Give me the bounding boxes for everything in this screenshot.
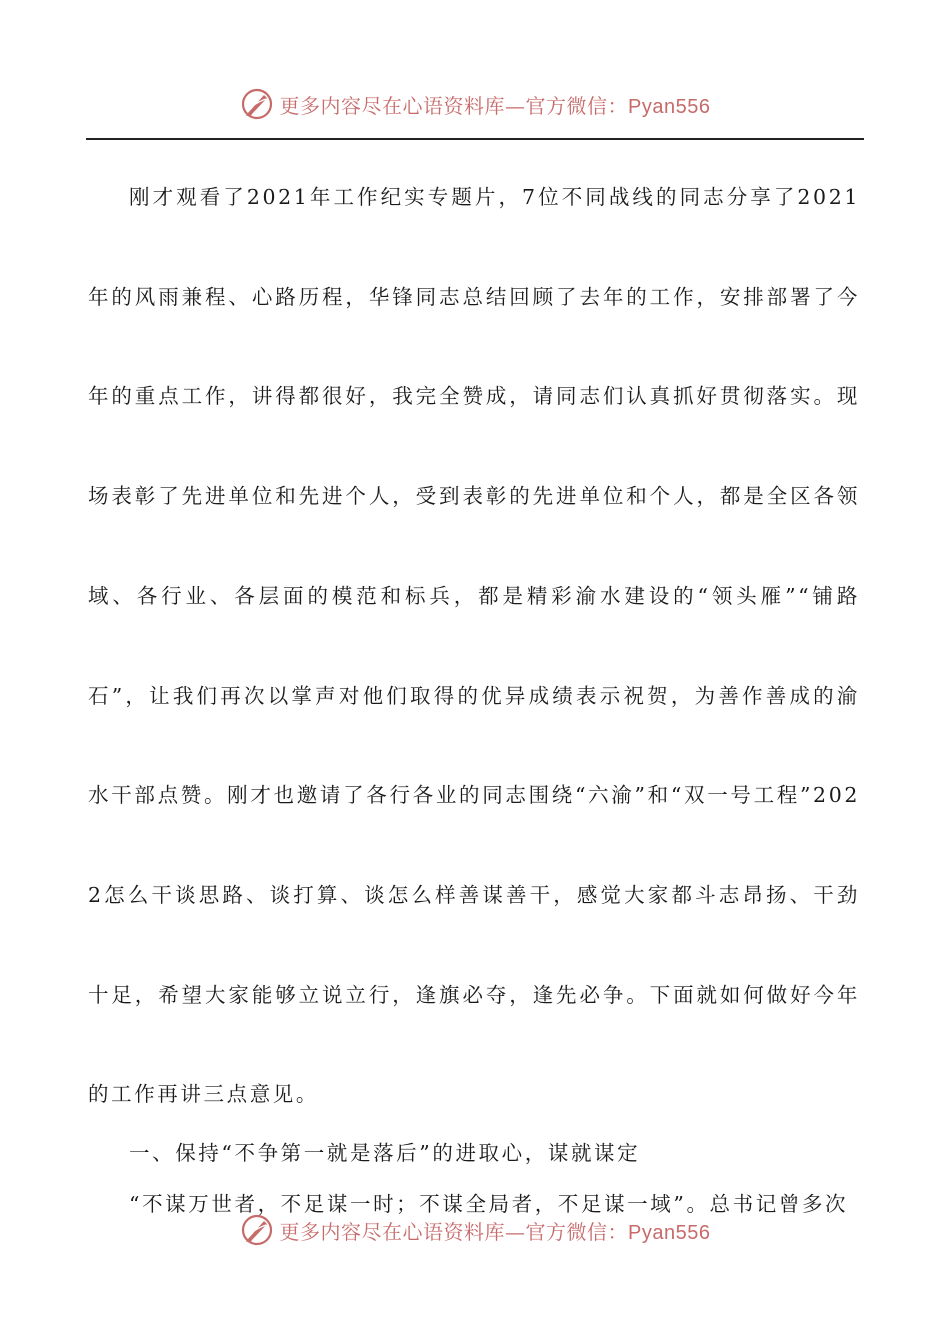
quill-logo-icon — [240, 87, 274, 121]
header-banner-text: 更多内容尽在心语资料库—官方微信：Pyan556 — [279, 93, 711, 118]
header-rule — [86, 138, 864, 140]
quill-logo-icon — [240, 1213, 274, 1247]
wechat-id: Pyan556 — [628, 95, 711, 118]
paragraph-1: 刚才观看了2021年工作纪实专题片，7位不同战线的同志分享了2021年的风雨兼程、心路历程，华锋同志总结回顾了去年的工作，安排部署了今年的重点工作，讲得都很好，我完全赞成，请同志们认真抓好贯彻落实。现场表彰了先进单位和先进个人，受到表彰的先进单位和个人，都是全区各领域、各行业、各层面的模范和标兵，都是精彩渝水建设的“领头雁”“铺路石”，让我们再次以掌声对他们取得的优异成绩表示祝贺，为善作善成的渝水干部点赞。刚才也邀请了各行各业的同志围绕“六渝”和“双一号工程”2022怎么干谈思路、谈打算、谈怎么样善谋善干，感觉大家都斗志昂扬、干劲十足，希望大家能够立说立行，逢旗必夺，逢先必争。下面就如何做好今年的工作再讲三点意见。 — [88, 185, 860, 1107]
wechat-id: Pyan556 — [628, 1221, 711, 1244]
footer-banner — [0, 1208, 950, 1252]
footer-banner-text: 更多内容尽在心语资料库—官方微信：Pyan556 — [279, 1219, 711, 1244]
section-1-heading: 一、保持“不争第一就是落后”的进取心，谋就谋定 — [129, 1141, 641, 1166]
document-body — [88, 148, 860, 1296]
header-banner — [0, 82, 950, 126]
paragraph-2: “不谋万世者，不足谋一时；不谋全局者，不足谋一域”。总书记曾多次 — [129, 1192, 849, 1217]
